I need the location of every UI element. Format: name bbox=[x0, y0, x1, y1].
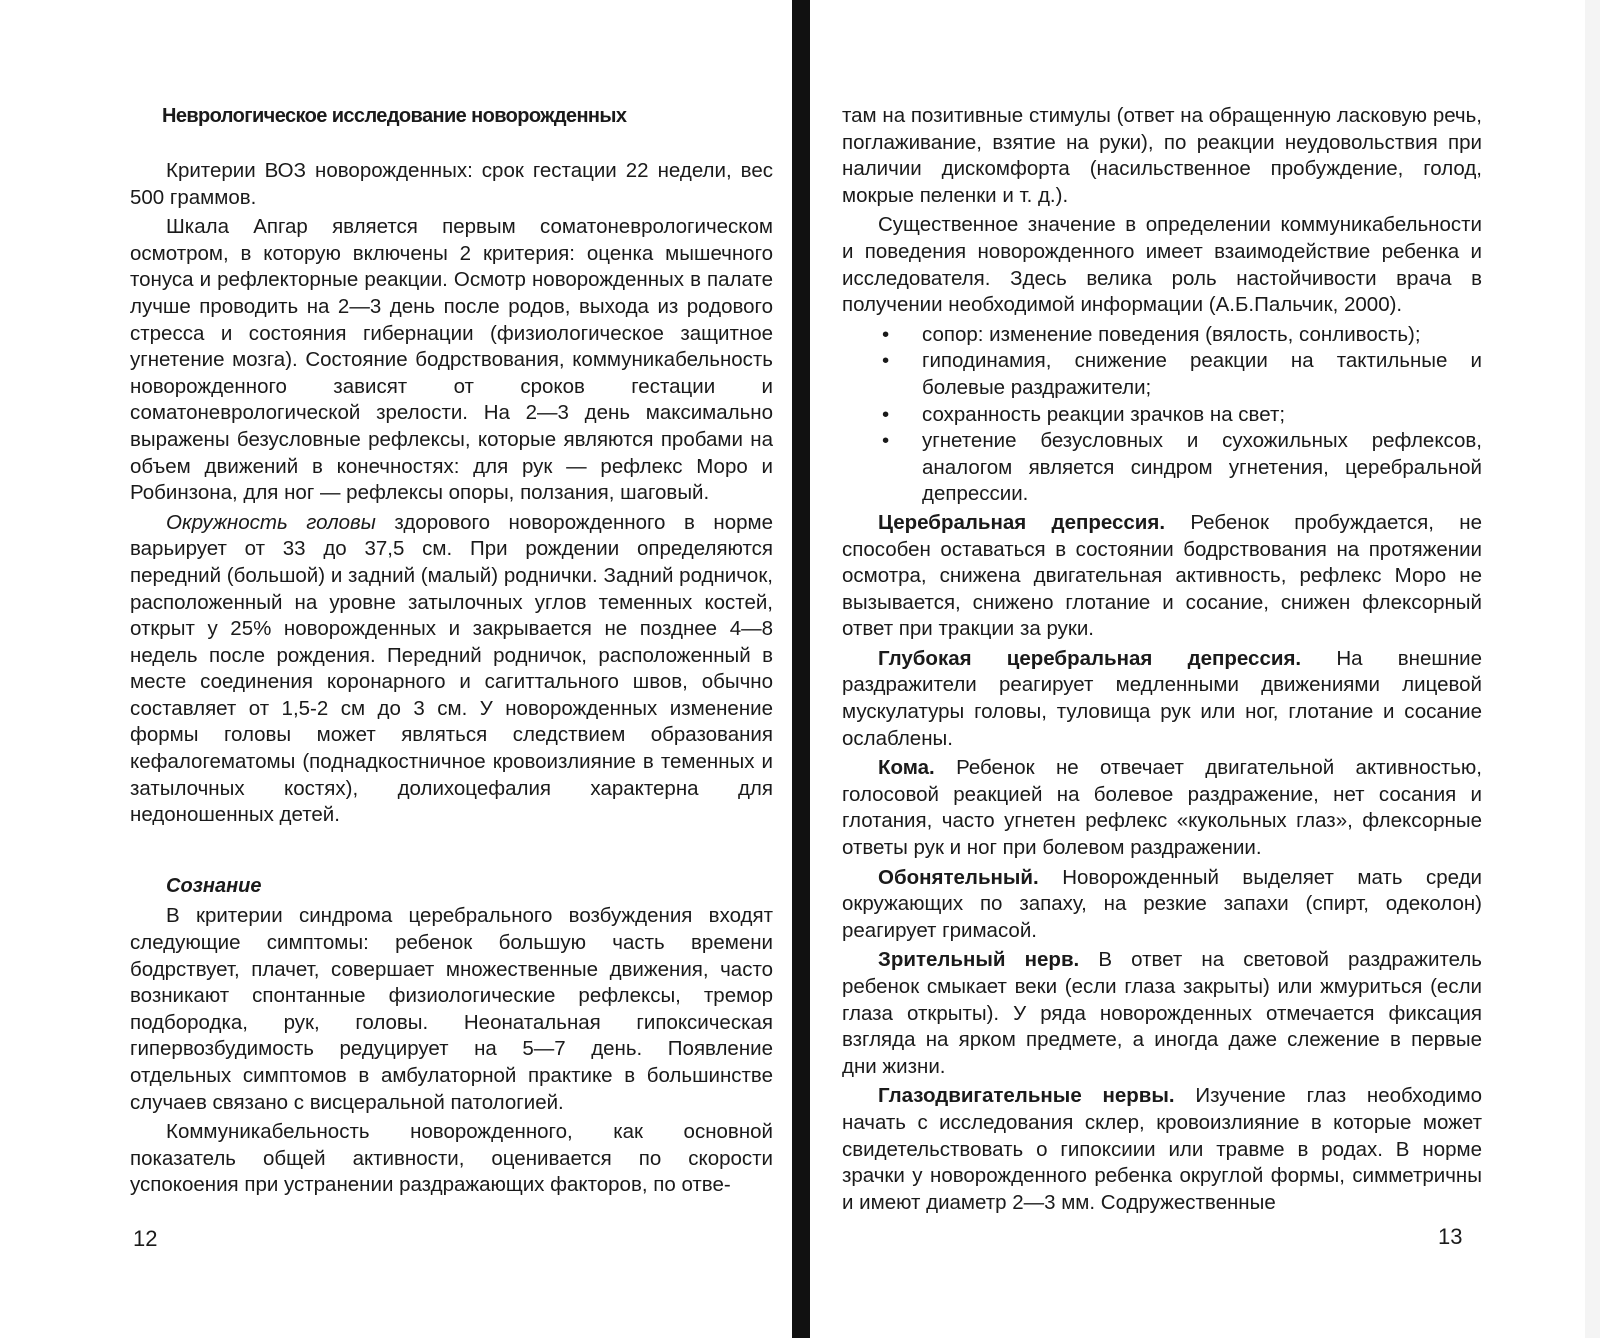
list-item: • сохранность реакции зрачков на свет; bbox=[922, 402, 1482, 429]
paragraph-text: Изучение глаз необходимо начать с исследования склер, кровоизлияние в которые может свидетельствовать о гипоксиии или травме в родах. В норме зрачки у новорожденного ребенка округлой формы, симметричны и имеют диаметр 2—3 мм. Содружественные bbox=[842, 1084, 1482, 1214]
paragraph-text: На внешние раздражители реагирует медленными движениями лицевой мускулатуры головы, туловища рук или ног, глотание и сосание ослаблены. bbox=[842, 646, 1482, 750]
page-edge bbox=[1585, 0, 1600, 1338]
term-oculomotor: Глазодвигательные нервы. bbox=[878, 1084, 1175, 1108]
right-page bbox=[810, 0, 1600, 1338]
list-item: • угнетение безусловных и сухожильных рефлексов, аналогом является синдром угнетения, церебральной депрессии. bbox=[922, 428, 1482, 508]
page-number-right: 13 bbox=[1438, 1224, 1463, 1249]
paragraph-excitation-syndrome: В критерии синдрома церебрального возбуждения входят следующие симптомы: ребенок большую часть времени бодрствует, плачет, совершает множественные движения, часто возникают спонтанные физиологические рефлексы, тремор подбородка, рук, головы. Неонатальная гипоксическая гипервозбудимость редуцирует на 5—7 день. Появление отдельных симптомов в амбулаторной практике в большинстве случаев связано с висцеральной патологией. bbox=[130, 904, 773, 1114]
paragraph-apgar: Шкала Апгар является первым соматоневрологическом осмотром, в которую включены 2 критерия: оценка мышечного тонуса и рефлекторные реакции. Осмотр новорожденных в палате лучше проводить на 2—3 день после родов, выхода из родового стресса и состояния гибернации (физиологическое защитное угнетение мозга). Состояние бодрствования, коммуникабельность новорожденного зависят от сроков гестации и соматоневрологической зрелости. На 2—3 день максимально выражены безусловные рефлексы, которые являются пробами на объем движений в конечностях: для рук — рефлекс Моро и Робинзона, для ног — рефлексы опоры, ползания, шаговый. bbox=[130, 215, 773, 505]
paragraph-text: В ответ на световой раздражитель ребенок смыкает веки (если глаза закрыты) или жмуриться (если глаза открыты). У ряда новорожденных отмечается фиксация взгляда на ярком предмете, а иногда даже слежение в первые дни жизни. bbox=[842, 948, 1482, 1078]
section-title: Неврологическое исследование новорожденных bbox=[162, 105, 627, 127]
paragraph-who-criteria: Критерии ВОЗ новорожденных: срок гестации 22 недели, вес 500 граммов. bbox=[130, 159, 773, 209]
list-item: • гиподинамия, снижение реакции на тактильные и болевые раздражители; bbox=[922, 348, 1482, 401]
paragraph-text: Ребенок не отвечает двигательной активностью, голосовой реакцией на болевое раздражение, нет сосания и глотания, часто угнетен рефлекс «кукольных глаз», флексорные ответы рук и ног при болевом раздражении. bbox=[842, 756, 1482, 860]
paragraph-communicativeness: Коммуникабельность новорожденного, как основной показатель общей активности, оценивается по скорости успокоения при устранении раздражающих факторов, по отве- bbox=[130, 1120, 773, 1197]
term-deep-depression: Глубокая церебральная депрессия. bbox=[878, 646, 1302, 670]
page-number-left: 12 bbox=[133, 1226, 158, 1251]
term-optic-nerve: Зрительный нерв. bbox=[878, 948, 1080, 972]
term-cerebral-depression: Церебральная депрессия. bbox=[878, 510, 1166, 534]
paragraph-optic-nerve bbox=[842, 947, 1482, 1080]
symptom-list bbox=[842, 322, 1482, 508]
book-spine bbox=[792, 0, 810, 1338]
term-head-circumference: Окружность головы bbox=[166, 510, 376, 534]
paragraph-coma bbox=[842, 755, 1482, 861]
list-item: • сопор: изменение поведения (вялость, сонливость); bbox=[922, 322, 1482, 349]
left-text-column bbox=[130, 158, 773, 1202]
left-page bbox=[0, 0, 792, 1338]
paragraph-continuation: там на позитивные стимулы (ответ на обращенную ласковую речь, поглаживание, взятие на руки), по реакции неудовольствия при наличии дискомфорта (насильственное пробуждение, голод, мокрые пеленки и т. д.). bbox=[842, 104, 1482, 207]
term-olfactory: Обонятельный. bbox=[878, 865, 1039, 889]
paragraph-head-circumference bbox=[130, 510, 773, 829]
subsection-title-consciousness: Сознание bbox=[166, 874, 262, 897]
paragraph-cerebral-depression bbox=[842, 510, 1482, 643]
paragraph-text: Новорожденный выделяет мать среди окружающих по запаху, на резкие запахи (спирт, одеколон) реагирует гримасой. bbox=[842, 865, 1482, 942]
paragraph-interaction: Существенное значение в определении коммуникабельности и поведения новорожденного имеет взаимодействие ребенка и исследователя. Здесь велика роль настойчивости врача в получении необходимой информации (А.Б.Пальчик, 2000). bbox=[842, 213, 1482, 317]
paragraph-oculomotor bbox=[842, 1083, 1482, 1216]
paragraph-deep-depression bbox=[842, 646, 1482, 752]
paragraph-head-circumference-text: здорового новорожденного в норме варьирует от 33 до 37,5 см. При рождении определяются передний (большой) и задний (малый) роднички. Задний родничок, расположенный на уровне затылочных углов теменных костей, открыт у 25% новорожденных и закрывается не позднее 4—8 недель после рождения. Передний родничок, расположенный в месте соединения коронарного и сагиттального швов, обычно составляет от 1,5-2 см до 3 см. У новорожденных изменение формы головы может являться следствием образования кефалогематомы (поднадкостничное кровоизлияние в теменных и затылочных костях), долихоцефалия характерна для недоношенных детей. bbox=[130, 510, 773, 827]
paragraph-olfactory bbox=[842, 865, 1482, 945]
right-text-column bbox=[842, 103, 1482, 1219]
paragraph-text: Ребенок пробуждается, не способен оставаться в состоянии бодрствования на протяжении осмотра, снижена двигательная активность, рефлекс Моро не вызывается, снижено глотание и сосание, снижен флексорный ответ при тракции за руки. bbox=[842, 510, 1482, 641]
term-coma: Кома. bbox=[878, 756, 935, 780]
